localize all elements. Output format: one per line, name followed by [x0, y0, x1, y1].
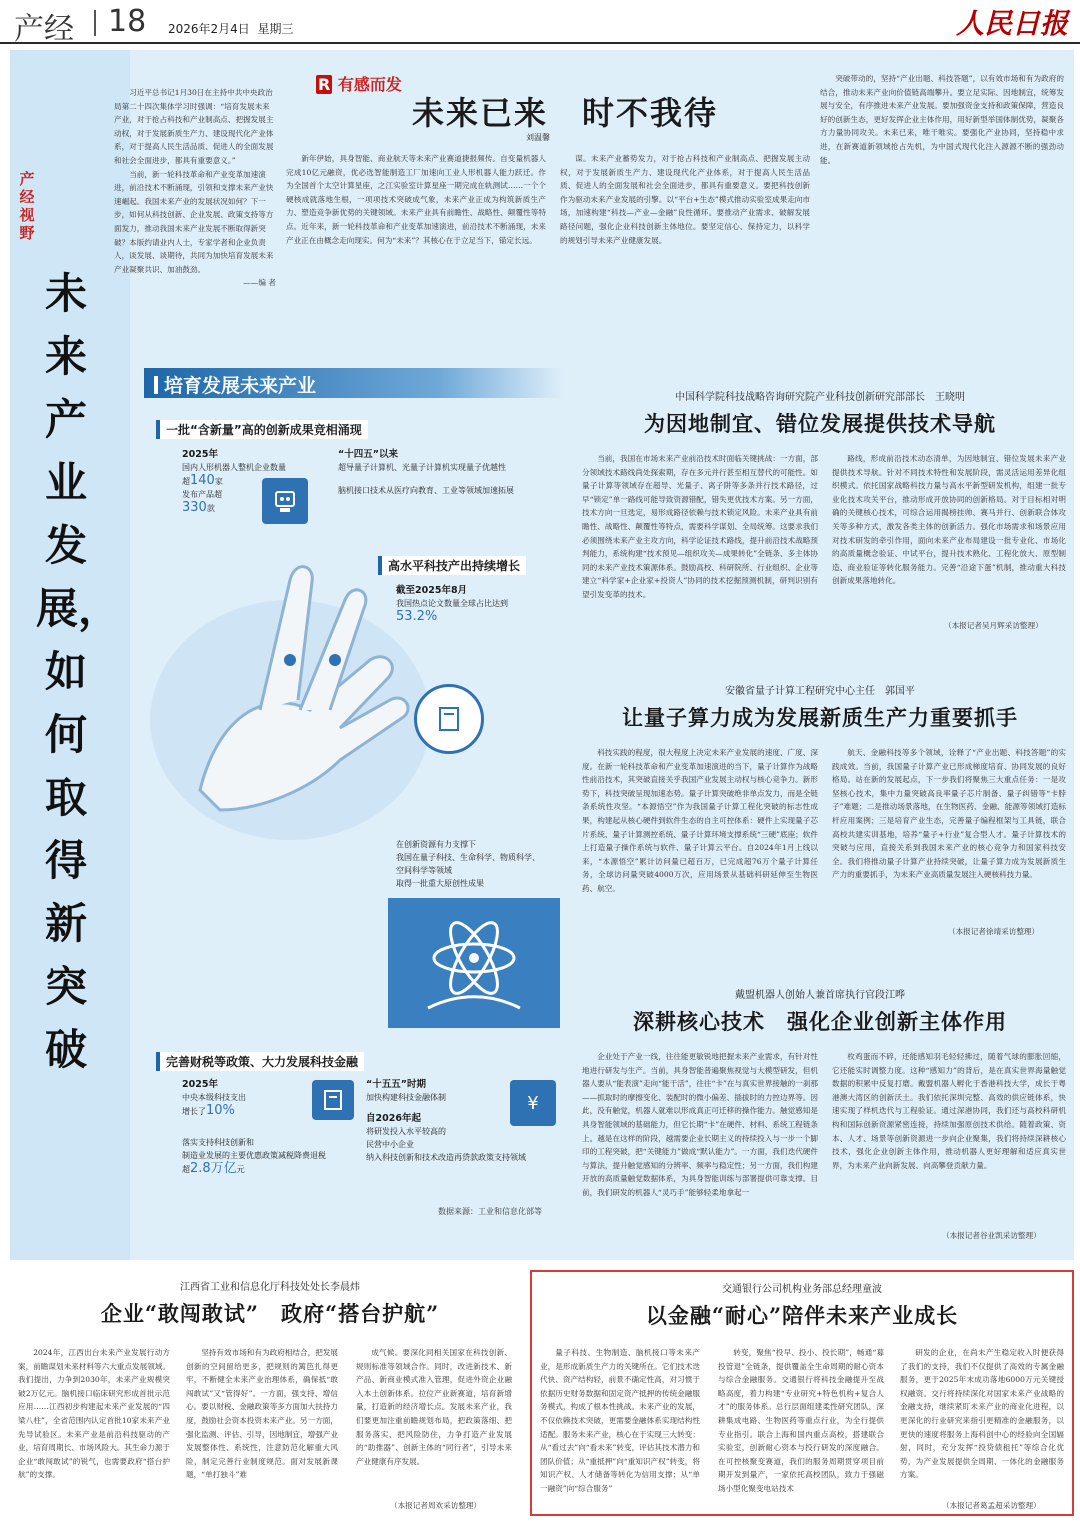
article-1-column-2: 路线，形成前沿技术动态清单，为因地制宜、错位发展未来产业提供技术导航。针对不同技术特性和发展阶段，需灵活运用差异化组织模式。依托国家战略科技力量与高水平新型研发机构，组建一批专业化技术攻关平台，推动形成开放协同的创新格局。对于目标相对明确的关键核心技术，可综合运用揭榜挂帅、赛马并行、创新联合体攻关等多种方式，激发各类主体的创新活力。强化市场需求和场景应用对技术研发的牵引作用，面向未来产业布局建设一批专业化、市场化的高质量概念验证、中试平台，提升技术熟化、工程化放大、原型制造、商业验证等转化服务能力。完善“沿途下蛋”机制，推动重大科技创新成果落地转化。	[832, 454, 1066, 586]
editor-signature: ——编 者	[243, 278, 276, 288]
data-source: 数据来源：工业和信息化部等	[438, 1207, 542, 1216]
article-5-column-2: 转变，聚焦“投早、投小、投长期”，畅通“募投管退”全链条，提供覆盖全生命周期的耐心资本与综合金融服务。交通银行将科技金融提升至战略高度，着力构建“专业研究+特色机构+复合人才”的服务体系。总行层面组建柔性研究团队，深耕集成电路、生物医药等重点行业，为全行提供专业指引。联合上海和国内重点高校，搭建联合实验室，创新耐心资本与投行研发的深度融合。在可控核聚变赛道，我们的服务周期贯穿项目前期开发到量产，一家依托高校团队，致力于强磁场小型化聚变电站技术	[718, 1348, 884, 1493]
fourteenth-plan-stats: “十四五”以来 超导量子计算机、光量子计算机实现量子优越性 脑机接口技术从医疗向教育、工业等领域加速拓展	[338, 449, 514, 495]
article-3-credit: （本报记者谷业凯采访整理）	[942, 1231, 1041, 1240]
issue-date: 2026年2月4日 星期三	[168, 22, 294, 36]
column-tag: 产经视野	[19, 170, 35, 242]
article-5-byline: 交通银行公司机构业务部总经理童波	[722, 1284, 882, 1295]
article-3-column-2: 枚鸡蛋而不碎，还能感知羽毛轻轻拂过，随着气球的膨胀回缩，它还能实时调整力度。这种“感知力”的背后，是在真实世界海量触觉数据的积累中反复打磨。戴盟机器人孵化于香港科技大学，成长于粤港澳大湾区的创新沃土。我们依托深圳完整、高效的供应链体系，快速实现了样机迭代与工程验证。通过深港协同，我们还与高校科研机构和国际创新资源紧密连接，持续加强原创技术供给。随着政策、资本、人才、场景等创新资源进一步向企业聚集，我们将持续深耕核心技术，强化企业创新主体作用，推动机器人更好理解和适应真实世界，为未来产业向新发展、向高攀登贡献力量。	[832, 1052, 1066, 1170]
article-3-column-1: 企业处于产业一线，往往能更敏锐地把握未来产业需求，有针对性地进行研发与生产。当前，具身智能普遍聚焦视觉与大模型研发，但机器人要从“能表演”走向“能干活”，往往“卡”在与真实世界接触的一刹那——抓取时的摩擦变化、装配时的微小偏差、插拔时的力控边界等。因此，没有触觉，机器人就难以形成真正可迁移的操作能力。触觉感知是具身智能领域的基础能力，但它长期“卡”在硬件、材料、系统工程链条上。越是在这样的阶段，越需要企业长期主义的持续投入与一步一个脚印的工程突破，把“关键能力”做成“默认能力”。一方面，我们迭代硬件与算法，提升触觉感知的分辨率、频率与稳定性；另一方面，我们构建开放的高质量触觉数据体系，为具身智能训练与部署提供可靠支撑。目前，我们研发的机器人“灵巧手”能够轻柔地拿起一	[582, 1052, 818, 1197]
article-2-byline: 安徽省量子计算工程研究中心主任 郭国平	[725, 686, 915, 697]
page-masthead	[0, 0, 1080, 47]
r-logo-icon: R	[318, 75, 331, 94]
atom-hand-illustration	[388, 898, 560, 1028]
frontier-stats: 在创新资源有力支撑下 我国在量子科技、生命科学、物质科学、 空间科学等领域 取得一批重大原创性成果	[396, 840, 540, 888]
infographic-title: 培育发展未来产业	[144, 368, 564, 398]
article-4-column-1: 2024年，江西出台未来产业发展行动方案，前瞻谋划未来材料等六大重点发展领域。我们提出，力争到2030年，未来产业规模突破2万亿元。脑机接口临床研究形成首批示范应用……江西初步构建起未来产业发展的“四梁八柱”，全省范围内认定首批10家未来产业先导试验区。未来产业是前沿科技驱动的产业，培育周期长、市场风险大。其生命力源于企业“敢闯敢试”的锐气，也需要政府“搭台护航”的支撑。	[18, 1348, 170, 1480]
newspaper-logo: 人民日报	[955, 7, 1068, 40]
article-1-credit: （本报记者吴月辉采访整理）	[944, 621, 1043, 630]
article-5-credit: （本报记者葛孟超采访整理）	[942, 1501, 1041, 1510]
commentary-author: 刘温馨	[526, 133, 550, 142]
article-1-title: 为因地制宜、错位发展提供技术导航	[644, 411, 996, 436]
section-name: 产经	[14, 12, 74, 47]
article-5-column-1: 量子科技、生物制造、脑机接口等未来产业，是形成新质生产力的关键所在。它们技术迭代快、资产结构轻，前景不确定性高，对习惯于依据历史财务数据和固定资产抵押的传统金融服务模式，构成了根本性挑战。未来产业的发展，不仅依赖技术突破，更需要金融体系实现结构性适配。服务未来产业，核心在于实现三大转变：从“看过去”向“看未来”转变，评估其技术潜力和团队价值；从“重抵押”向“重知识产权”转变，将知识产权、人才储备等转化为信用支撑；从“单一融资”向“综合服务”	[540, 1348, 700, 1493]
fiscal-stats: 2025年 中央本级科技支出 增长了10%	[182, 1079, 246, 1118]
article-3-title: 深耕核心技术 强化企业创新主体作用	[633, 1009, 1007, 1034]
infographic-subhead-2: 高水平科技产出持续增长	[378, 556, 526, 575]
editor-note: 习近平总书记1月30日在主持中共中央政治局第二十四次集体学习时强调：“培育发展未来产业，对于抢占科技和产业制高点、把握发展主动权，对于发展新质生产力、建设现代化产业体系，对于提高人民生活品质、促进人的全面发展和社会全面进步，都具有重要意义。” 当前，新一轮科技革命和产业变革加速演进，前沿技术不断涌现，引领和支撑未来产业快速崛起。我国未来产业的发展状况如何？下一步，如何从科技创新、企业发展、政策支持等方面发力，推动我国未来产业发展不断取得新突破？本版约请业内人士，专家学者和企业负责人，谈发展、谈期待，共同为加快培育发展未来产业凝聚共识、加油鼓劲。 ——编 者	[114, 86, 276, 290]
article-5-column-3: 研发的企业，在尚未产生稳定收入时便获得了我们的支持，我们不仅提供了高效的专属金融服务，更于2025年末成功落地6000万元关键授权融资。交行将持续深化对国家未来产业战略的金融支持，继续紧盯未来产业的商业化进程，以更深化的行业研究来指引更精准的金融服务，以更快的速度将服务上海科创中心的经验向全国辐射，同时，充分发挥“投贷债租托”等综合化优势，为产业发展提供全周期、一体化的金融服务方案。	[900, 1348, 1064, 1480]
commentary-column-1: 新年伊始，具身智能、商业航天等未来产业赛道捷报频传。自变量机器人完成10亿元融资，优必选智能制造工厂加速向工业人形机器人能力跃迁。作为全国首个太空计算星座，之江实验室计算星座一期完成在轨测试……一个个硬核成就落地生根，一项项技术突破成气象，未来产业正成为构筑新质生产力、塑造竞争新优势的关键领域。未来产业具有前瞻性、战略性、颠覆性等特点。近年来，新一轮科技革命和产业变革加速演进，前沿技术不断涌现，未来产业正在由概念走向现实。何为“未来”？其核心在于立足当下，锚定长远。	[286, 154, 546, 245]
svg-text:¥: ¥	[527, 1093, 539, 1114]
article-1-column-1: 当前，我国在市场未来产业前沿技术时面临关键挑战：一方面，部分领域技术路线尚处探索期，存在多元并行甚至相互替代的可能性。如量子计算等领域存在超导、光量子、离子阱等多条并行技术路径，过早“锁定”单一路线可能导致资源错配，错失更优技术方案。另一方面，技术方向一旦选定，易形成路径依赖与技术锁定风险。未来产业具有前瞻性、战略性、颠覆性等特点，需要科学谋划、全局统筹。这要求我们必须围绕未来产业主攻方向，科学论证技术路线，提升前沿技术战略预判能力，系统构建“技术预见—组织攻关—成果转化”全链条、多主体协同的未来产业技术策源体系。鼓励高校、科研院所、行业组织、企业等建立“科学家+企业家+投资人”协同的技术挖掘预测机制，研判识别有望引发变革的技术。	[582, 454, 818, 599]
yuan-coin-icon	[510, 1080, 556, 1126]
infographic-subhead-1: 一批“含新量”高的创新成果竞相涌现	[156, 420, 368, 439]
fifteenth-plan-stats: “十五五”时期 加快构建科技金融体制 自2026年起 将研发投入水平较高的 民营中小企业 纳入科技创新和技术改造再贷款政策支持领域	[366, 1079, 526, 1162]
article-2-column-2: 航天、金融科技等多个领域，诠释了“产业出题、科技答题”的实践成效。当前，我国量子计算产业已形成梯度培育、协同发展的良好格局。站在新的发展起点，下一步我们将聚焦三大重点任务：一是攻坚核心技术，集中力量突破高良率量子芯片制备、量子纠错等“卡脖子”难题；二是推动场景落地，在生物医药、金融、能源等领域打造标杆应用案例；三是培育产业生态，完善量子编程框架与工具链，联合高校共建实训基地，培养“量子+行业”复合型人才。量子计算技术的突破与应用，直接关系到我国未来产业的核心竞争力和国家科技安全。我们将推动量子计算产业持续突破，让量子算力成为发展新质生产力的重要抓手，为未来产业高质量发展注入硬核科技力量。	[832, 748, 1066, 880]
infographic-subhead-3: 完善财税等政策、大力发展科技金融	[156, 1052, 364, 1071]
document-icon	[312, 1080, 354, 1120]
article-5-title: 以金融“耐心”陪伴未来产业成长	[645, 1303, 959, 1328]
article-4-byline: 江西省工业和信息化厅科技处处长李晨炜	[180, 1282, 360, 1293]
commentary-column-2: 谋。未来产业蓄势发力，对于抢占科技和产业制高点、把握发展主动权，对于发展新质生产力、建设现代化产业体系，对于提高人民生活品质、促进人的全面发展和社会全面进步，都具有重要意义。要把科技创新作为驱动未来产业发展的引擎。以“平台+生态”模式推动实验室成果走向市场，加速构建“科技—产业—金融”良性循环。要推动产业需求、破解发展路径问题，强化企业科技创新主体地位。要坚定信心、保持定力，以科学的规划引导未来产业健康发展。	[560, 154, 810, 245]
book-icon	[414, 684, 484, 754]
article-4-column-2: 坚持有效市场和有为政府相结合，把发展创新的空间留给更多，把规则的篱笆扎得更牢，不断健全未来产业治理体系，确保抵“敢闯敢试”又“管得好”。一方面，强支持、增信心。要以财税、金融政策等多方面加大扶持力度，鼓励社会资本投资未来产业。另一方面，强化监测、评估、引导，因地制宜，增强产业发展整体性、系统性，注意防范化解重大风险，制定完善行业制度规范。面对发展新课题，“单打独斗”难	[186, 1348, 338, 1480]
page-number: 18	[108, 4, 147, 39]
page-headline: 未来产业发展，如何取得新突破	[36, 269, 121, 1074]
paper-stats: 截至2025年8月 我国热点论文数量全球占比达到 53.2%	[396, 585, 508, 624]
article-3-byline: 戴盟机器人创始人兼首席执行官段江哗	[735, 990, 905, 1001]
article-2-column-1: 科技实践的程度，很大程度上决定未来产业发展的速度、广度、深度。在新一轮科技革命和产业变革加速演进的当下，量子计算作为战略性前沿技术，其突破直接关乎我国产业发展主动权与核心竞争力。新形势下，科技突破呈现加速态势。量子计算突破绝非单点发力，而是全链条系统性攻坚。“本源悟空”作为我国量子计算工程化突破的标志性成果，构建起从核心硬件到软件生态的自主可控体系：硬件上实现量子芯片系统、量子计算测控系统、量子计算环境支撑系统“三硬”底座；软件上打造量子操作系统与软件、量子计算云平台。自2024年1月上线以来，“本源悟空”累计访问量已超百万，已完成超76万个量子计算任务，全球访问量突破4000万次，应用场景从基础科研延伸至生物医药、航空。	[582, 748, 818, 893]
article-4-title: 企业“敢闯敢试” 政府“搭台护航”	[100, 1301, 440, 1326]
tax-stats: 落实支持科技创新和 制造业发展的主要优惠政策减税降费退税 超2.8万亿元	[182, 1138, 326, 1176]
commentary-column-3: 突破带动的，坚持“产业出题、科技答题”，以有效市场和有为政府的结合，推动未来产业向价值链高端攀升。要立足实际、因地制宜，统筹发展与安全，有序推进未来产业发展。要加强资金支持和政策保障，营造良好的创新生态，更好发挥企业主体作用，用好新型举国体制优势，凝聚各方力量协同攻关。未来已来，唯干唯实。要强化产业协同，坚持稳中求进，在新赛道新领域抢占先机，为中国式现代化注入源源不断的强劲动能。	[820, 74, 1064, 165]
article-4-credit: （本报记者周欢采访整理）	[390, 1501, 482, 1510]
masthead-divider	[94, 10, 96, 36]
robot-hand-illustration	[140, 460, 440, 880]
robot-stats: 2025年 国内人形机器人整机企业数量 超140家 发布产品超 330款	[182, 449, 286, 515]
commentary-title: 未来已来 时不我待	[411, 94, 718, 132]
article-1-byline: 中国科学院科技战略咨询研究院产业科技创新研究部部长 王晓明	[675, 392, 965, 403]
article-2-title: 让量子算力成为发展新质生产力重要抓手	[622, 705, 1018, 730]
article-4-column-3: 成气候。要深化同相关国家在科技创新、规则标准等领域合作。同时，改进新技术、新产品、新商业模式准入管理，促进外资企业融入本土创新体系。拉位产业新赛道，培育新增量，打造新的经济增长点。发展未来产业，我们要更加注重前瞻规划布局，把政策落细、把服务落实、把风险防住，力争打造产业发展的“助推器”、创新主体的“同行者”，引导未来产业健康有序发展。	[356, 1348, 512, 1466]
article-2-credit: （本报记者徐靖采访整理）	[948, 927, 1040, 936]
commentary-kicker: R 有感而发	[318, 75, 402, 94]
